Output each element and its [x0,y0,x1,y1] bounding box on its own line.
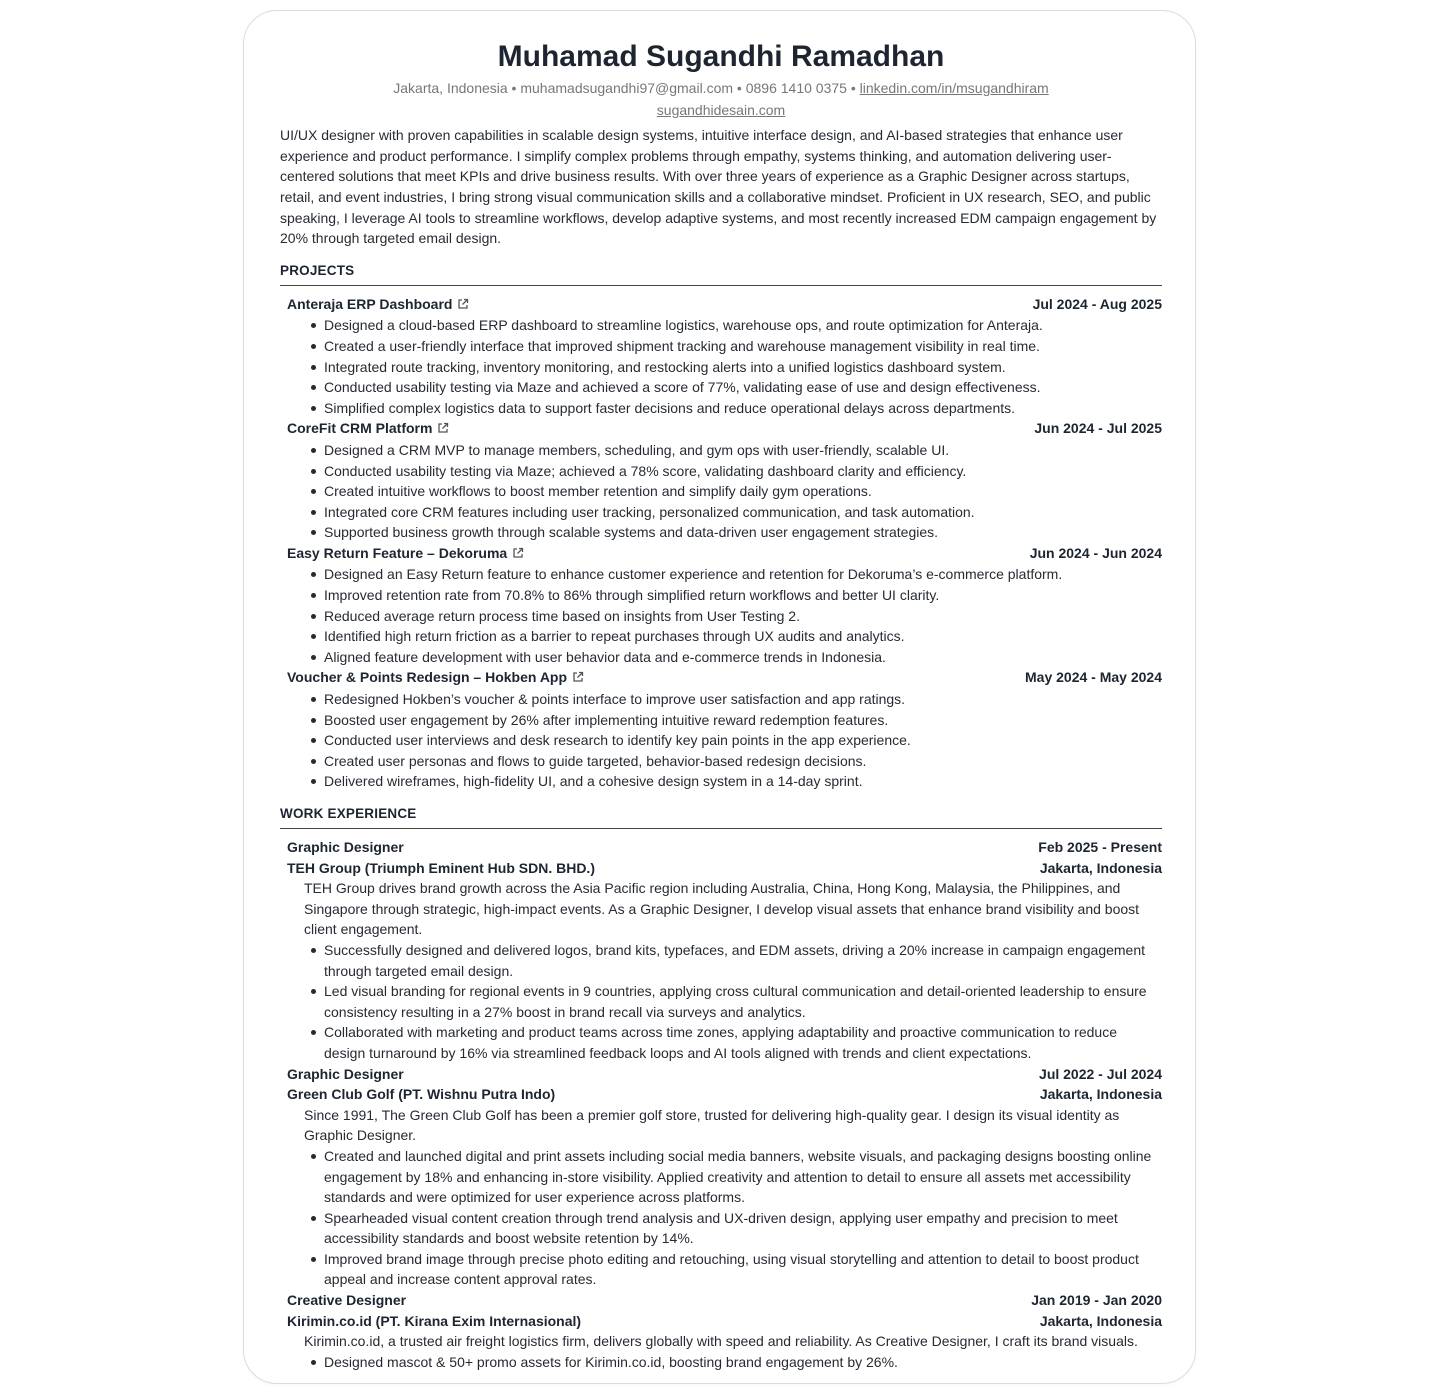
resume-page [243,10,1196,1384]
project-bullets [280,315,1162,418]
project-name[interactable]: Voucher & Points Redesign – Hokben App [287,669,568,686]
project-title [287,294,469,316]
project-header [280,667,1162,689]
job-company: Kirimin.co.id (PT. Kirana Exim Internasional) [287,1312,582,1329]
bullet-item: Designed mascot & 50+ promo assets for Kirimin.co.id, boosting brand engagement by 26%. [324,1352,1162,1373]
job-company-row [280,858,1162,879]
job-location: Jakarta, Indonesia [1039,1086,1162,1103]
bullet-item: Simplified complex logistics data to support faster decisions and reduce operational delays across departments. [324,398,1162,419]
external-link-icon[interactable] [437,419,449,440]
project-bullets [280,564,1162,667]
bullet-item: Identified high return friction as a barrier to repeat purchases through UX audits and analytics. [324,626,1162,647]
bullet-item: Led visual branding for regional events in 9 countries, applying cross cultural communication and detail-oriented leadership to ensure consistency resulting in a 27% boost in brand recall via surveys and analytics. [324,981,1162,1022]
job-bullets [280,1352,1162,1373]
job-description: Kirimin.co.id, a trusted air freight logistics firm, delivers globally with speed and reliability. As Creative Designer, I craft its brand visuals. [304,1333,1138,1350]
bullet-item: Collaborated with marketing and product teams across time zones, applying adaptability and proactive communication to reduce design turnaround by 16% via streamlined feedback loops and AI tools aligned with trends and client expectations. [324,1022,1162,1063]
website-line [280,100,1162,121]
project-name[interactable]: Easy Return Feature – Dekoruma [287,544,508,561]
job-dates: Jul 2022 - Jul 2024 [1039,1065,1162,1082]
projects-section-title: PROJECTS [280,261,1162,286]
job-description: Since 1991, The Green Club Golf has been a premier golf store, trusted for delivering high-quality gear. I design its visual identity as Graphic Designer. [304,1106,1120,1144]
bullet-item: Supported business growth through scalable systems and data-driven user engagement strategies. [324,522,1162,543]
linkedin-link[interactable]: linkedin.com/in/msugandhiram [859,80,1049,96]
contact-email: muhamadsugandhi97@gmail.com [520,80,734,96]
bullet-item: Created and launched digital and print assets including social media banners, website visuals, and packaging designs boosting online engagement by 18% and enhancing in-store visibility. Applied creativity and attention to detail to ensure all assets met accessibility standards and were optimized for user experience across platforms. [324,1146,1162,1208]
project-name[interactable]: CoreFit CRM Platform [287,420,433,437]
bullet-item: Aligned feature development with user behavior data and e-commerce trends in Indonesia. [324,647,1162,668]
project-name[interactable]: Anteraja ERP Dashboard [287,295,453,312]
project-header [280,294,1162,316]
job-role: Creative Designer [287,1292,407,1309]
job-role: Graphic Designer [287,839,404,855]
bullet-item: Boosted user engagement by 26% after implementing intuitive reward redemption features. [324,710,1162,731]
job-company-row [280,1084,1162,1105]
job-description: TEH Group drives brand growth across the Asia Pacific region including Australia, China, Hong Kong, Malaysia, the Philippines, and Singapore through strategic, high-impact events. As a Graphic Designer, I develop visual assets that enhance brand visibility and boost client engagement. [304,880,1140,938]
project-dates: Jul 2024 - Aug 2025 [1032,295,1162,312]
job-bullets [280,1146,1162,1290]
bullet-item: Conducted user interviews and desk research to identify key pain points in the app experience. [324,730,1162,751]
contact-phone: 0896 1410 0375 [745,80,847,96]
job-company: TEH Group (Triumph Eminent Hub SDN. BHD.) [287,859,595,876]
job-header [280,837,1162,858]
project-dates: May 2024 - May 2024 [1025,669,1162,686]
project-dates: Jun 2024 - Jun 2024 [1029,544,1162,561]
resume-content [280,37,1162,1372]
job-dates: Feb 2025 - Present [1038,839,1162,855]
project-title [287,543,524,565]
bullet-item: Spearheaded visual content creation through trend analysis and UX-driven design, applying user empathy and precision to meet accessibility standards and boost website retention by 14%. [324,1208,1162,1249]
bullet-item: Redesigned Hokben’s voucher & points interface to improve user satisfaction and app ratings. [324,689,1162,710]
bullet-item: Conducted usability testing via Maze and achieved a score of 77%, validating ease of use and design effectiveness. [324,377,1162,398]
project-dates: Jun 2024 - Jul 2025 [1034,420,1162,437]
work-experience-section-title: WORK EXPERIENCE [280,804,1162,829]
bullet-item: Designed an Easy Return feature to enhance customer experience and retention for Dekoruma’s e-commerce platform. [324,564,1162,585]
bullet-item: Reduced average return process time based on insights from User Testing 2. [324,606,1162,627]
job-dates: Jan 2019 - Jan 2020 [1031,1292,1162,1309]
project-header [280,418,1162,440]
project-title [287,418,449,440]
project-header [280,543,1162,565]
project-bullets [280,440,1162,543]
bullet-item: Created a user-friendly interface that improved shipment tracking and warehouse management visibility in real time. [324,336,1162,357]
job-company: Green Club Golf (PT. Wishnu Putra Indo) [287,1086,556,1103]
contact-line [280,78,1162,99]
job-bullets [280,940,1162,1064]
job-header [280,1064,1162,1085]
bullet-item: Conducted usability testing via Maze; achieved a 78% score, validating dashboard clarity and efficiency. [324,461,1162,482]
bullet-item: Integrated route tracking, inventory monitoring, and restocking alerts into a unified logistics dashboard system. [324,357,1162,378]
separator: • [507,80,521,96]
bullet-item: Integrated core CRM features including user tracking, personalized communication, and task automation. [324,502,1162,523]
external-link-icon[interactable] [572,668,584,689]
projects-list [280,294,1162,792]
bullet-item: Successfully designed and delivered logos, brand kits, typefaces, and EDM assets, driving a 20% increase in campaign engagement through targeted email design. [324,940,1162,981]
job-location: Jakarta, Indonesia [1039,1312,1162,1329]
separator: • [846,80,860,96]
experience-list [280,837,1162,1372]
separator: • [733,80,746,96]
contact-location: Jakarta, Indonesia [393,80,508,96]
bullet-item: Improved brand image through precise photo editing and retouching, using visual storytelling and attention to detail to boost product appeal and increase content approval rates. [324,1249,1162,1290]
candidate-name: Muhamad Sugandhi Ramadhan [497,40,945,73]
job-header [280,1290,1162,1311]
website-link[interactable]: sugandhidesain.com [656,101,786,118]
bullet-item: Created intuitive workflows to boost member retention and simplify daily gym operations. [324,481,1162,502]
bullet-item: Created user personas and flows to guide targeted, behavior-based redesign decisions. [324,751,1162,772]
external-link-icon[interactable] [457,295,469,316]
job-role: Graphic Designer [287,1065,404,1082]
bullet-item: Designed a cloud-based ERP dashboard to streamline logistics, warehouse ops, and route optimization for Anteraja. [324,315,1162,336]
job-company-row [280,1311,1162,1332]
job-location: Jakarta, Indonesia [1039,859,1162,876]
summary-paragraph: UI/UX designer with proven capabilities in scalable design systems, intuitive interface design, and AI-based strategies that enhance user experience and product performance. I simplify complex problems through empathy, systems thinking, and automation delivering user-centered solutions that meet KPIs and drive business results. With over three years of experience as a Graphic Designer across startups, retail, and event industries, I bring strong visual communication skills and a collaborative mindset. Proficient in UX research, SEO, and public speaking, I leverage AI tools to streamline workflows, develop adaptive systems, and most recently increased EDM campaign engagement by 20% through targeted email design. [280,127,1157,247]
project-bullets [280,689,1162,792]
bullet-item: Designed a CRM MVP to manage members, scheduling, and gym ops with user-friendly, scalable UI. [324,440,1162,461]
bullet-item: Improved retention rate from 70.8% to 86% through simplified return workflows and better UI clarity. [324,585,1162,606]
external-link-icon[interactable] [512,544,524,565]
bullet-item: Delivered wireframes, high-fidelity UI, and a cohesive design system in a 14-day sprint. [324,771,1162,792]
project-title [287,667,584,689]
